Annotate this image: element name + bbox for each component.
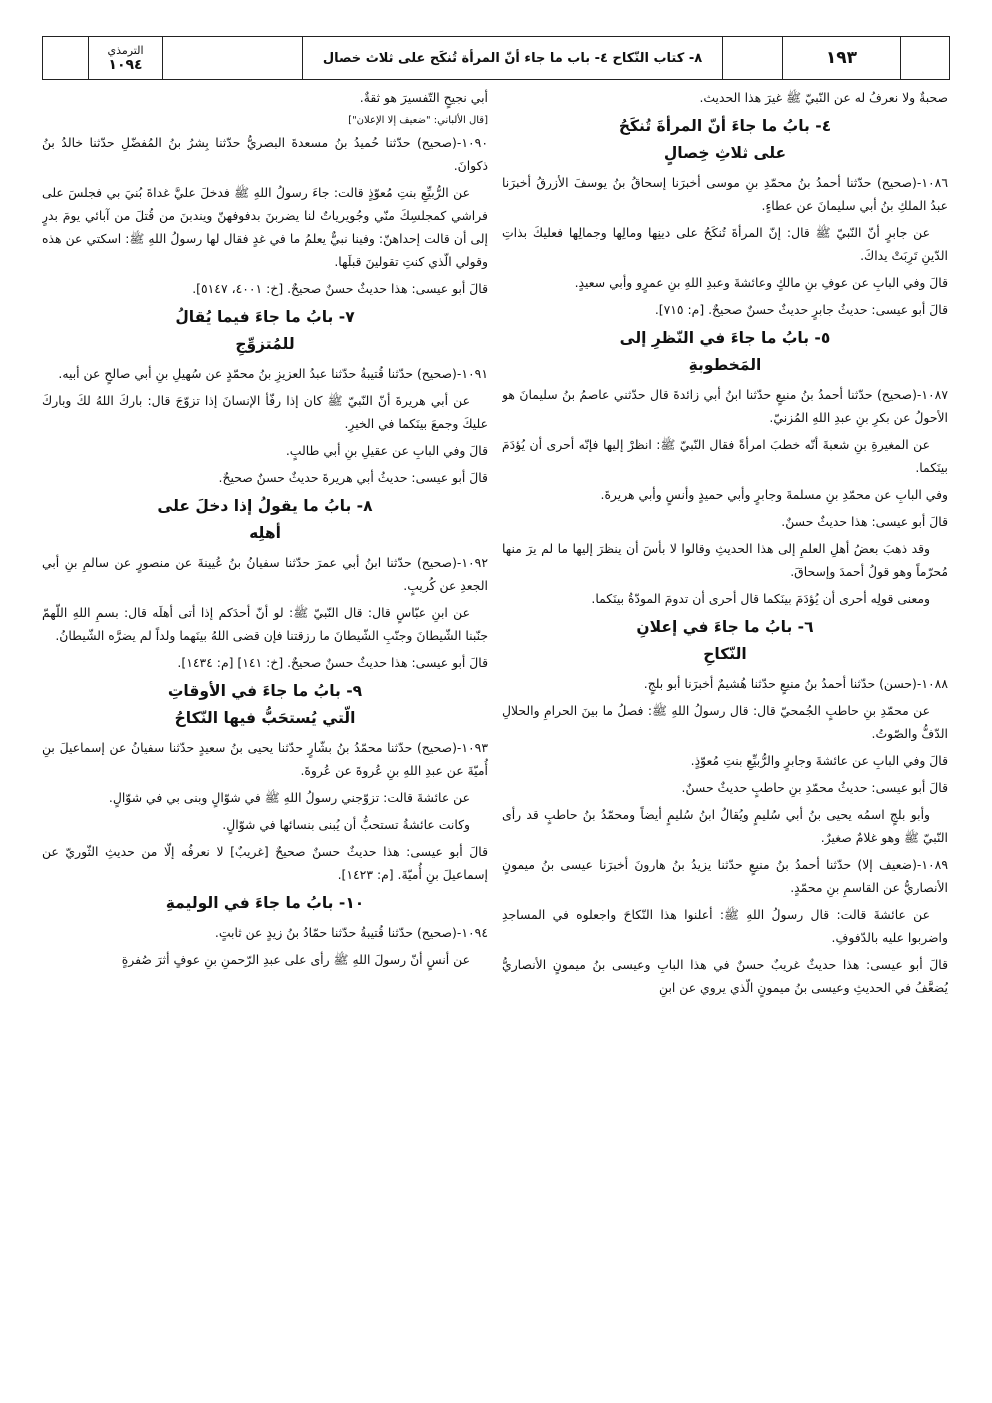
header-source-range: ١٠٩٤ xyxy=(108,57,143,73)
text-paragraph: قالَ أبو عيسى: حديثُ محمّدِ بنِ حاطبٍ حديثٌ حسنٌ. xyxy=(681,780,948,795)
text-paragraph: قالَ أبو عيسى: هذا حديثٌ حسنٌ. xyxy=(781,514,948,529)
chapter-heading-line: ١٠- بابُ ما جاءَ في الوليمةِ xyxy=(165,894,365,912)
chapter-heading-line: ٧- بابُ ما جاءَ فيما يُقالُ xyxy=(175,308,355,326)
chapter-heading-line: المَخطوبةِ xyxy=(688,356,762,374)
header-empty-cell xyxy=(43,37,89,79)
text-paragraph: ١٠٨٨-(حسن) حدّثنا أحمدُ بنُ منيعٍ حدّثنا هُشيمٌ أخبرَنا أبو بلجٍ. xyxy=(643,676,948,691)
text-paragraph: قالَ وفي البابِ عن عوفِ بنِ مالكٍ وعائشةَ وعبدِ اللهِ بنِ عمرٍو وأبي سعيدٍ. xyxy=(574,275,948,290)
chapter-heading-line: للمُتزوِّجِ xyxy=(235,335,295,353)
text-paragraph: عن المغيرةِ بنِ شعبةَ أنّه خطبَ امرأةً فقال النّبيّ ﷺ: انظرْ إليها فإنّه أحرى أن يُؤدَمَ بينَكما. xyxy=(502,437,948,475)
text-paragraph: أبي نجيحٍ التّفسيرَ هو ثقةٌ. xyxy=(359,90,488,105)
running-header xyxy=(42,36,950,80)
chapter-heading-line: ٥- بابُ ما جاءَ في النّظرِ إلى xyxy=(619,329,831,347)
text-paragraph: ١٠٩٢-(صحيح) حدّثنا ابنُ أبي عمرَ حدّثنا سفيانُ بنُ عُيينةَ عن منصورٍ عن سالمِ بنِ أبي الجعدِ عن كُريبٍ. xyxy=(42,555,488,593)
text-paragraph: وأبو بلجٍ اسمُه يحيى بنُ أبي سُليمٍ ويُقالُ ابنُ سُليمٍ أيضاً ومحمّدُ بنُ حاطبٍ قد رأى النّبيّ ﷺ وهو غلامٌ صغيرٌ. xyxy=(502,807,948,845)
grading-note: [قال الألباني: "ضعيف إلا الإعلان"] xyxy=(348,115,488,126)
chapter-heading xyxy=(502,614,948,668)
chapter-heading-line: النّكاحِ xyxy=(703,645,747,663)
chapter-heading-line: ٨- بابُ ما يقولُ إذا دخلَ على xyxy=(157,497,373,515)
text-paragraph: قالَ أبو عيسى: حديثُ أبي هريرةَ حديثٌ حسنٌ صحيحٌ. xyxy=(218,470,488,485)
chapter-heading-line: ٤- بابُ ما جاءَ أنّ المرأةَ تُنكَحُ xyxy=(618,117,832,135)
page-number: ١٩٣ xyxy=(783,37,901,79)
text-paragraph: قالَ أبو عيسى: حديثُ جابرٍ حديثٌ حسنٌ صحيحٌ. [م: ٧١٥]. xyxy=(654,302,948,317)
right-text-column xyxy=(502,86,948,1386)
text-paragraph: وفي البابِ عن محمّدِ بنِ مسلمةَ وجابرٍ وأبي حميدٍ وأنسٍ وأبي هريرةَ. xyxy=(600,487,948,502)
text-paragraph: قالَ أبو عيسى: هذا حديثٌ غريبٌ حسنٌ في هذا البابِ وعيسى بنُ ميمونٍ الأنصاريُّ يُضعَّفُ في الحديثِ وعيسى بنُ ميمونٍ الّذي يروي عن ابنِ xyxy=(502,957,948,995)
text-paragraph: ١٠٩٣-(صحيح) حدّثنا محمّدُ بنُ بشّارٍ حدّثنا يحيى بنُ سعيدٍ حدّثنا سفيانُ عن إسماعيلَ بنِ أُميّةَ عن عبدِ اللهِ بنِ عُروةَ عن عُروةَ. xyxy=(42,740,488,778)
header-source-label: الترمذي xyxy=(107,44,144,57)
text-paragraph: عن محمّدِ بنِ حاطبٍ الجُمحيّ قال: قال رسولُ اللهِ ﷺ: فصلُ ما بينَ الحرامِ والحلالِ الدّفُّ والصّوتُ. xyxy=(502,703,948,741)
text-paragraph: وقد ذهبَ بعضُ أهلِ العلمِ إلى هذا الحديثِ وقالوا لا بأسَ أن ينظرَ إليها ما لم يرَ منها مُحرّماً وهو قولُ أحمدَ وإسحاقَ. xyxy=(502,541,948,579)
text-paragraph: عن أنسٍ أنّ رسولَ اللهِ ﷺ رأى على عبدِ الرّحمنِ بنِ عوفٍ أثرَ صُفرةٍ xyxy=(121,952,470,967)
text-paragraph: عن الرُّبيِّعِ بنتِ مُعوّذٍ قالت: جاءَ رسولُ اللهِ ﷺ فدخلَ عليَّ غداةَ بُنيَ بي فجلسَ على فراشي كمجلسِكَ منّي وجُويرياتٌ لنا يضربنَ بدفوفهنّ ويندبنَ من قُتلَ من آبائي يومَ بدرٍ إلى أن قالت إحداهنّ: وفينا نبيٌّ يعلمُ ما في غدٍ فقال لها رسولُ اللهِ ﷺ: اسكتي عن هذه وقولي الّذي كنتِ تقولينَ قبلَها. xyxy=(42,185,488,269)
text-paragraph: ١٠٩٤-(صحيح) حدّثنا قُتيبةُ حدّثنا حمّادُ بنُ زيدٍ عن ثابتٍ. xyxy=(214,925,488,940)
text-paragraph: ١٠٨٩-(ضعيف إلا) حدّثنا أحمدُ بنُ منيعٍ حدّثنا يزيدُ بنُ هارونَ أخبرَنا عيسى بنُ ميمونٍ الأنصاريُّ عن القاسمِ بنِ محمّدٍ. xyxy=(502,857,948,895)
header-empty-cell xyxy=(723,37,783,79)
header-empty-cell xyxy=(901,37,949,79)
text-paragraph: عن عائشةَ قالت: قال رسولُ اللهِ ﷺ: أعلنوا هذا النّكاحَ واجعلوه في المساجدِ واضربوا عليه بالدّفوفِ. xyxy=(502,907,948,945)
chapter-heading xyxy=(42,304,488,358)
text-paragraph: عن عائشةَ قالت: تزوّجني رسولُ اللهِ ﷺ في شوّالٍ وبنى بي في شوّالٍ. xyxy=(108,790,470,805)
left-text-column xyxy=(42,86,488,1386)
chapter-heading xyxy=(502,113,948,167)
chapter-heading-line: الّتي يُستحَبُّ فيها النّكاحُ xyxy=(174,709,356,727)
text-paragraph: ١٠٩٠-(صحيح) حدّثنا حُميدُ بنُ مسعدةَ البصريُّ حدّثنا بِشرُ بنُ المُفضّلِ حدّثنا خالدُ بنُ ذكوانَ. xyxy=(42,135,488,173)
chapter-heading xyxy=(42,493,488,547)
text-paragraph: عن جابرٍ أنّ النّبيّ ﷺ قال: إنّ المرأةَ تُنكَحُ على دينِها ومالِها وجمالِها فعليكَ بذاتِ الدّينِ تَرِبَتْ يداكَ. xyxy=(502,225,948,263)
text-paragraph: ١٠٨٧-(صحيح) حدّثنا أحمدُ بنُ منيعٍ حدّثنا ابنُ أبي زائدةَ قال حدّثني عاصمُ بنُ سليمانَ هو الأحولُ عن بكرِ بنِ عبدِ اللهِ المُزنيّ. xyxy=(502,387,948,425)
text-paragraph: قالَ أبو عيسى: هذا حديثٌ حسنٌ صحيحٌ [غريبٌ] لا نعرفُه إلّا من حديثِ الثّوريّ عن إسماعيلَ بنِ أُميّةَ. [م: ١٤٢٣]. xyxy=(42,844,488,882)
text-paragraph: قالَ أبو عيسى: هذا حديثٌ حسنٌ صحيحٌ. [خ: ١٤١] [م: ١٤٣٤]. xyxy=(177,655,488,670)
chapter-heading xyxy=(42,890,488,917)
text-paragraph: صحبةٌ ولا نعرفُ له عن النّبيّ ﷺ غيرَ هذا الحديث. xyxy=(699,90,948,105)
text-paragraph: قالَ أبو عيسى: هذا حديثٌ حسنٌ صحيحٌ. [خ: ٤٠٠١، ٥١٤٧]. xyxy=(192,281,488,296)
chapter-heading-line: ٦- بابُ ما جاءَ في إعلانِ xyxy=(636,618,814,636)
text-paragraph: ١٠٨٦-(صحيح) حدّثنا أحمدُ بنُ محمّدِ بنِ موسى أخبرَنا إسحاقُ بنُ يوسفَ الأزرقُ أخبرَنا عبدُ الملكِ بنُ أبي سليمانَ عن عطاءٍ. xyxy=(502,175,948,213)
text-paragraph: عن أبي هريرةَ أنّ النّبيّ ﷺ كان إذا رفّأ الإنسانَ إذا تزوّجَ قال: باركَ اللهُ لكَ وباركَ عليكَ وجمعَ بينَكما في الخيرِ. xyxy=(42,393,488,431)
chapter-heading-line: على ثلاثِ خِصالٍ xyxy=(663,144,787,162)
chapter-heading xyxy=(42,678,488,732)
chapter-heading-line: أهلِه xyxy=(249,524,281,542)
text-paragraph: قالَ وفي البابِ عن عائشةَ وجابرٍ والرُّبيِّعِ بنتِ مُعوّذٍ. xyxy=(690,753,948,768)
header-source-ref xyxy=(89,37,163,79)
chapter-heading xyxy=(502,325,948,379)
text-paragraph: عن ابنِ عبّاسٍ قال: قال النّبيّ ﷺ: لو أنّ أحدَكم إذا أتى أهلَه قال: بسمِ اللهِ اللّهمّ جنّبنا الشّيطانَ وجنّبِ الشّيطانَ ما رزقتنا فإن قضى اللهُ بينَهما ولداً لم يضرَّه الشّيطانُ. xyxy=(42,605,488,643)
text-paragraph: وكانت عائشةُ تستحبُّ أن يُبنى بنسائها في شوّالٍ. xyxy=(222,817,470,832)
text-paragraph: ومعنى قولِه أحرى أن يُؤدَمَ بينَكما قال أحرى أن تدومَ المودّةُ بينَكما. xyxy=(591,591,930,606)
text-paragraph: قالَ وفي البابِ عن عقيلِ بنِ أبي طالبٍ. xyxy=(285,443,488,458)
header-running-title: ٨- كتاب النّكاح ٤- باب ما جاء أنّ المرأة تُنكَح على ثلاث خصال xyxy=(303,37,723,79)
chapter-heading-line: ٩- بابُ ما جاءَ في الأوقاتِ xyxy=(167,682,363,700)
text-paragraph: ١٠٩١-(صحيح) حدّثنا قُتيبةُ حدّثنا عبدُ العزيزِ بنُ محمّدٍ عن سُهيلِ بنِ أبي صالحٍ عن أبيه. xyxy=(58,366,488,381)
header-empty-cell xyxy=(163,37,303,79)
